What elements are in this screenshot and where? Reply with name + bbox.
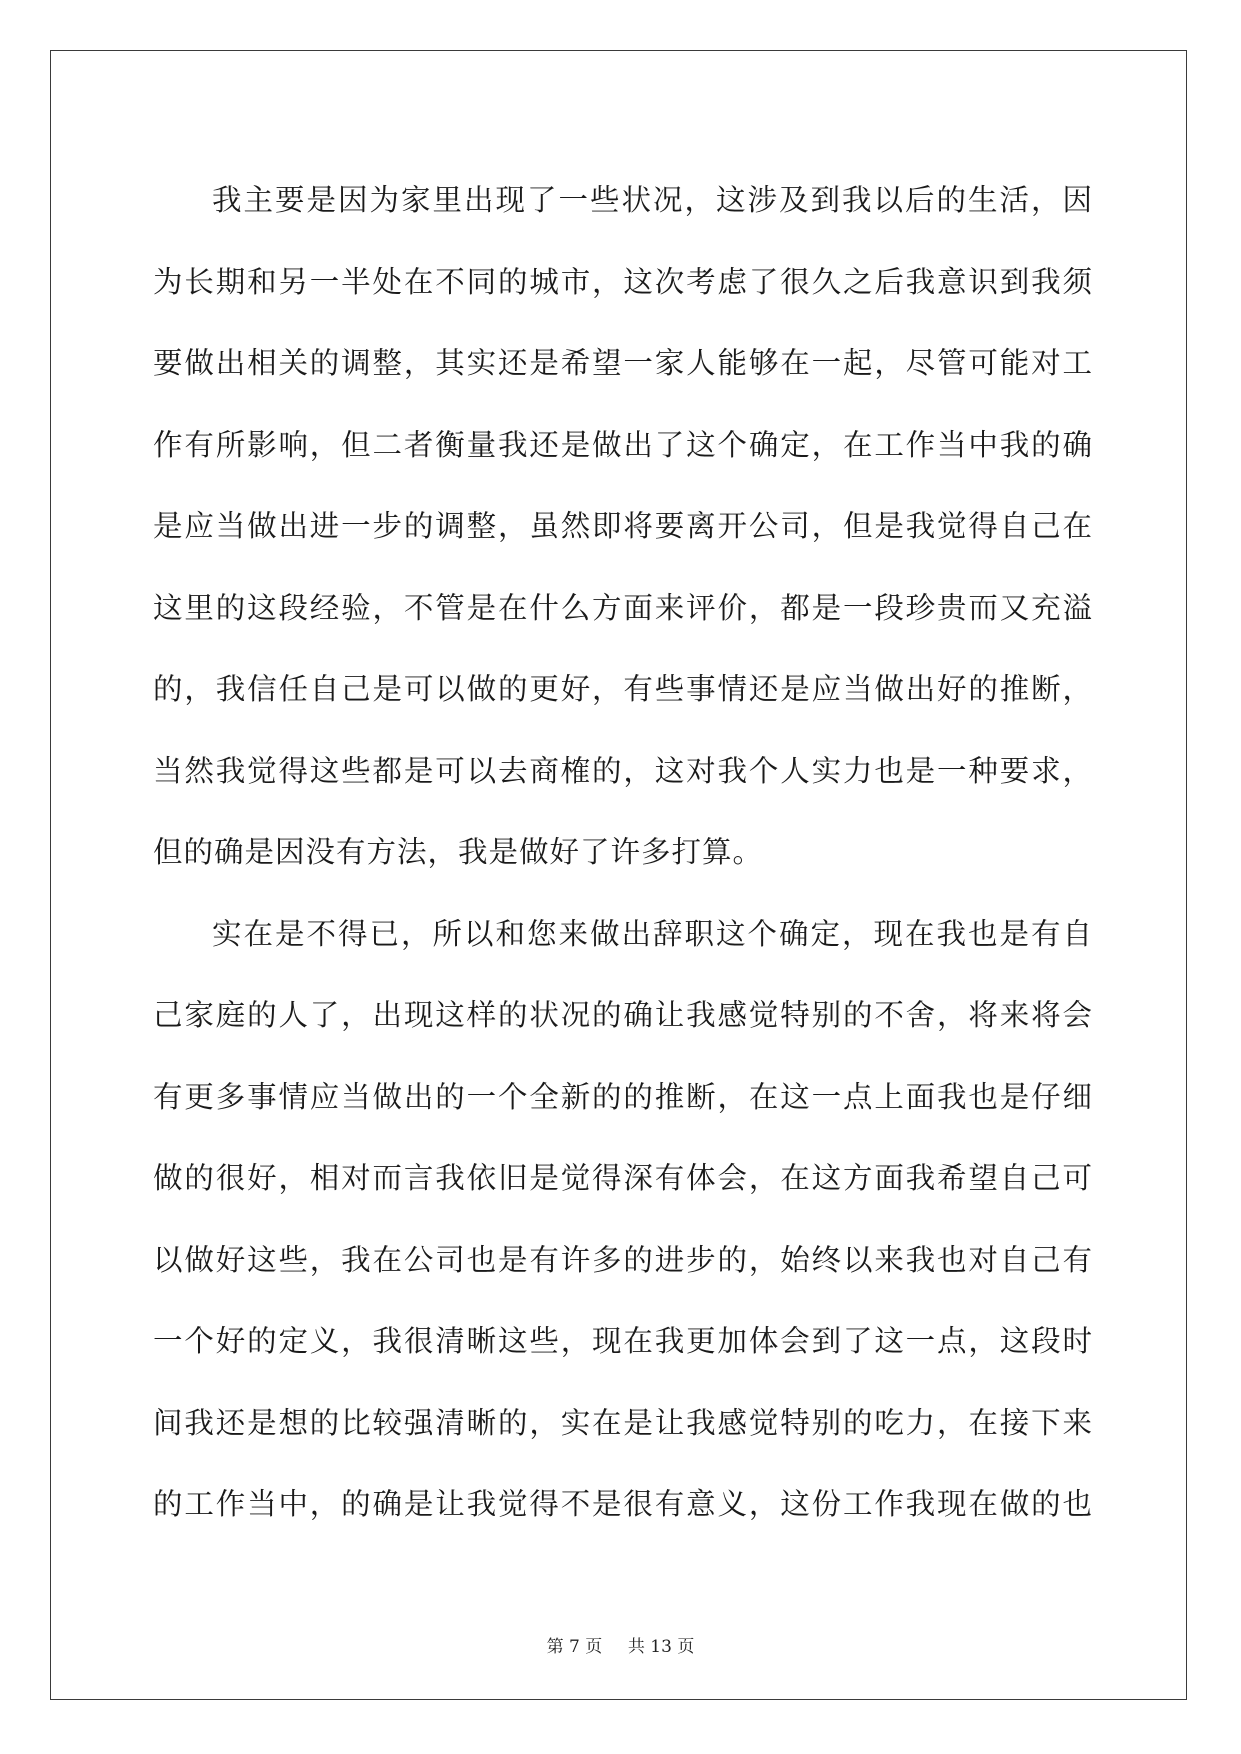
text-line: 己家庭的人了，出现这样的状况的确让我感觉特别的不舍，将来将会 xyxy=(153,998,1093,1032)
text-line: 当然我觉得这些都是可以去商榷的，这对我个人实力也是一种要求， xyxy=(153,753,1093,788)
text-line: 做的很好，相对而言我依旧是觉得深有体会，在这方面我希望自己可 xyxy=(153,1161,1093,1195)
page-number: 第 7 页 xyxy=(546,1637,603,1657)
page-footer xyxy=(0,1632,1241,1657)
text-line: 但的确是因没有方法，我是做好了许多打算。 xyxy=(153,835,764,869)
text-line: 我主要是因为家里出现了一些状况，这涉及到我以后的生活，因 xyxy=(212,183,1093,217)
document-body xyxy=(153,160,1093,1546)
text-line: 作有所影响，但二者衡量我还是做出了这个确定，在工作当中我的确 xyxy=(153,427,1093,462)
text-line: 有更多事情应当做出的一个全新的的推断，在这一点上面我也是仔细 xyxy=(153,1079,1093,1114)
text-line: 实在是不得已，所以和您来做出辞职这个确定，现在我也是有自 xyxy=(212,916,1093,951)
page-total: 共 13 页 xyxy=(627,1637,695,1657)
paragraph-1 xyxy=(153,160,1093,894)
text-line: 这里的这段经验，不管是在什么方面来评价，都是一段珍贵而又充溢 xyxy=(153,590,1093,625)
text-line: 为长期和另一半处在不同的城市，这次考虑了很久之后我意识到我须 xyxy=(153,264,1093,299)
text-line: 的，我信任自己是可以做的更好，有些事情还是应当做出好的推断， xyxy=(153,672,1093,706)
text-line: 间我还是想的比较强清晰的，实在是让我感觉特别的吃力，在接下来 xyxy=(153,1405,1093,1440)
text-line: 以做好这些，我在公司也是有许多的进步的，始终以来我也对自己有 xyxy=(153,1242,1093,1277)
text-line: 是应当做出进一步的调整，虽然即将要离开公司，但是我觉得自己在 xyxy=(153,509,1093,543)
text-line: 的工作当中，的确是让我觉得不是很有意义，这份工作我现在做的也 xyxy=(153,1487,1093,1521)
text-line: 一个好的定义，我很清晰这些，现在我更加体会到了这一点，这段时 xyxy=(153,1324,1093,1358)
text-line: 要做出相关的调整，其实还是希望一家人能够在一起，尽管可能对工 xyxy=(153,346,1093,380)
paragraph-2 xyxy=(153,894,1093,1546)
